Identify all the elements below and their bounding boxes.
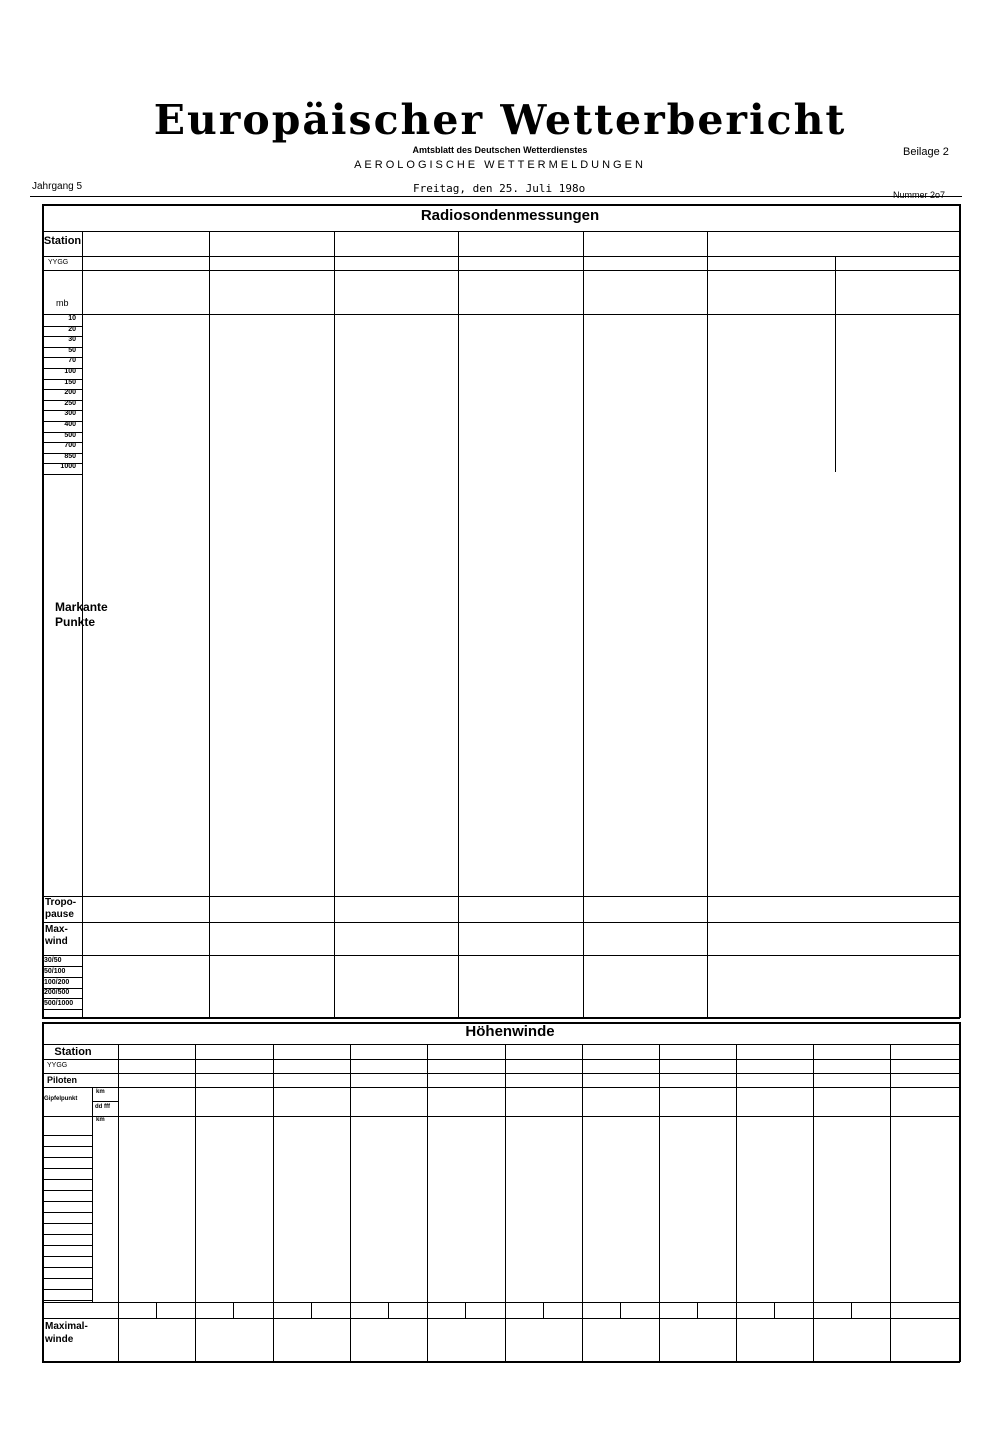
rule — [42, 922, 960, 923]
rule — [42, 955, 960, 956]
hw-sub-vrule — [697, 1302, 698, 1318]
maximalwinde-label: Maximal- winde — [45, 1321, 88, 1345]
maxwind-rule — [42, 977, 82, 978]
hw-sub-vrule — [388, 1302, 389, 1318]
mb-label: mb — [56, 298, 69, 308]
hw-vrule — [505, 1044, 506, 1361]
pressure-level: 150 — [64, 378, 76, 386]
level-rule — [42, 400, 82, 401]
hw-yygg-label: YYGG — [47, 1062, 68, 1069]
yygg-label: YYGG — [48, 259, 69, 266]
hw-sub-vrule — [465, 1302, 466, 1318]
km-rule — [42, 1300, 92, 1301]
gipfel-ddfff-label: dd fff — [95, 1104, 110, 1110]
hw-sub-vrule — [543, 1302, 544, 1318]
station-label: Station — [43, 235, 82, 247]
km-rule — [42, 1179, 92, 1180]
km-rule — [42, 1135, 92, 1136]
maxwind-level: 100/200 — [44, 978, 70, 986]
pressure-level: 100 — [64, 368, 76, 375]
level-rule — [42, 421, 82, 422]
maxwind-level: 500/1000 — [44, 1000, 74, 1008]
rule — [42, 270, 960, 271]
km-rule — [42, 1245, 92, 1246]
hw-vrule — [427, 1044, 428, 1361]
maxwind-label: Max- wind — [45, 924, 68, 947]
jahrgang-label: Jahrgang 5 — [32, 181, 83, 192]
level-rule — [42, 453, 82, 454]
markante-punkte-label: Markante Punkte — [55, 600, 108, 629]
pressure-level: 1000 — [60, 463, 76, 471]
hw-sub-vrule — [233, 1302, 234, 1318]
vrule — [334, 231, 335, 1017]
hw-vrule — [813, 1044, 814, 1361]
km-rule — [42, 1234, 92, 1235]
km-rule — [42, 1146, 92, 1147]
radiosonden-title: Radiosondenmessungen — [420, 207, 600, 224]
maxwind-level: 200/500 — [44, 989, 70, 997]
hw-sub-vrule — [311, 1302, 312, 1318]
level-rule — [42, 410, 82, 411]
pressure-level: 700 — [64, 442, 76, 450]
maxwind-rule — [42, 998, 82, 999]
maxwind-rule — [42, 1009, 82, 1010]
rule — [42, 314, 960, 315]
rule — [42, 1302, 960, 1303]
hw-sub-vrule — [774, 1302, 775, 1318]
level-rule — [42, 326, 82, 327]
frame-top — [42, 204, 960, 206]
km-rule — [42, 1223, 92, 1224]
km-label: km — [96, 1117, 105, 1123]
level-rule — [42, 389, 82, 390]
hw-vrule — [118, 1044, 119, 1361]
rule — [42, 1017, 960, 1019]
subtitle: Amtsblatt des Deutschen Wetterdienstes — [412, 145, 588, 155]
km-rule — [42, 1157, 92, 1158]
rule — [42, 1361, 960, 1363]
level-rule — [42, 347, 82, 348]
pressure-level: 50 — [68, 346, 76, 354]
piloten-label: Piloten — [47, 1075, 78, 1085]
km-rule — [42, 1278, 92, 1279]
rule — [42, 1318, 960, 1319]
hw-vrule — [350, 1044, 351, 1361]
km-rule — [42, 1267, 92, 1268]
date-label: Freitag, den 25. Juli 198o — [413, 182, 586, 195]
hw-vrule — [273, 1044, 274, 1361]
rule — [42, 896, 960, 897]
rule — [42, 1087, 960, 1088]
hw-sub-vrule — [851, 1302, 852, 1318]
level-rule — [42, 463, 82, 464]
maxwind-rule — [42, 966, 82, 967]
pressure-level: 300 — [64, 410, 76, 418]
beilage-label: Beilage 2 — [903, 146, 949, 158]
pressure-level: 400 — [64, 421, 76, 428]
vrule — [458, 231, 459, 1017]
km-rule — [42, 1256, 92, 1257]
hw-vrule — [890, 1044, 891, 1361]
rule — [42, 1059, 960, 1060]
pressure-level: 250 — [64, 399, 76, 407]
hw-vrule — [659, 1044, 660, 1361]
section-title: AEROLOGISCHE WETTERMELDUNGEN — [354, 159, 646, 171]
hw-sub-vrule — [156, 1302, 157, 1318]
vrule — [707, 231, 708, 1017]
pressure-level: 30 — [68, 336, 76, 344]
maxwind-level: 50/100 — [44, 967, 66, 975]
level-rule — [42, 379, 82, 380]
level-rule — [42, 357, 82, 358]
pressure-level: 20 — [68, 325, 76, 333]
hw-station-label: Station — [54, 1046, 92, 1058]
hw-vrule — [195, 1044, 196, 1361]
hw-vrule — [736, 1044, 737, 1361]
gipfelpunkt-label: Gipfelpunkt — [44, 1096, 78, 1102]
pressure-level: 500 — [64, 431, 76, 439]
pressure-level: 70 — [68, 357, 76, 365]
level-rule — [42, 474, 82, 475]
rule — [42, 231, 960, 232]
level-rule — [42, 442, 82, 443]
hw-vrule — [582, 1044, 583, 1361]
gipfel-km-label: km — [96, 1089, 105, 1095]
pressure-level: 850 — [64, 452, 76, 460]
km-rule — [42, 1201, 92, 1202]
hoehenwinde-title: Höhenwinde — [465, 1023, 555, 1040]
km-rule — [42, 1168, 92, 1169]
rule — [92, 1101, 118, 1102]
vrule — [835, 256, 836, 472]
nummer-label: Nummer 2o7 — [893, 190, 946, 200]
rule — [42, 1073, 960, 1074]
km-rule — [42, 1289, 92, 1290]
vrule — [92, 1087, 93, 1302]
level-rule — [42, 432, 82, 433]
tropopause-label: Tropo- pause — [45, 897, 77, 920]
vrule — [583, 231, 584, 1017]
hw-sub-vrule — [620, 1302, 621, 1318]
page-title: Europäischer Wetterbericht — [153, 96, 847, 144]
vrule — [209, 231, 210, 1017]
header-rule — [30, 196, 962, 197]
pressure-level: 200 — [64, 389, 76, 397]
km-rule — [42, 1212, 92, 1213]
pressure-level: 10 — [68, 315, 76, 322]
km-rule — [42, 1190, 92, 1191]
maxwind-rule — [42, 988, 82, 989]
rule — [42, 256, 960, 257]
level-rule — [42, 336, 82, 337]
maxwind-level: 30/50 — [44, 957, 62, 964]
rule — [42, 1044, 960, 1045]
rule — [42, 1116, 960, 1117]
level-rule — [42, 368, 82, 369]
